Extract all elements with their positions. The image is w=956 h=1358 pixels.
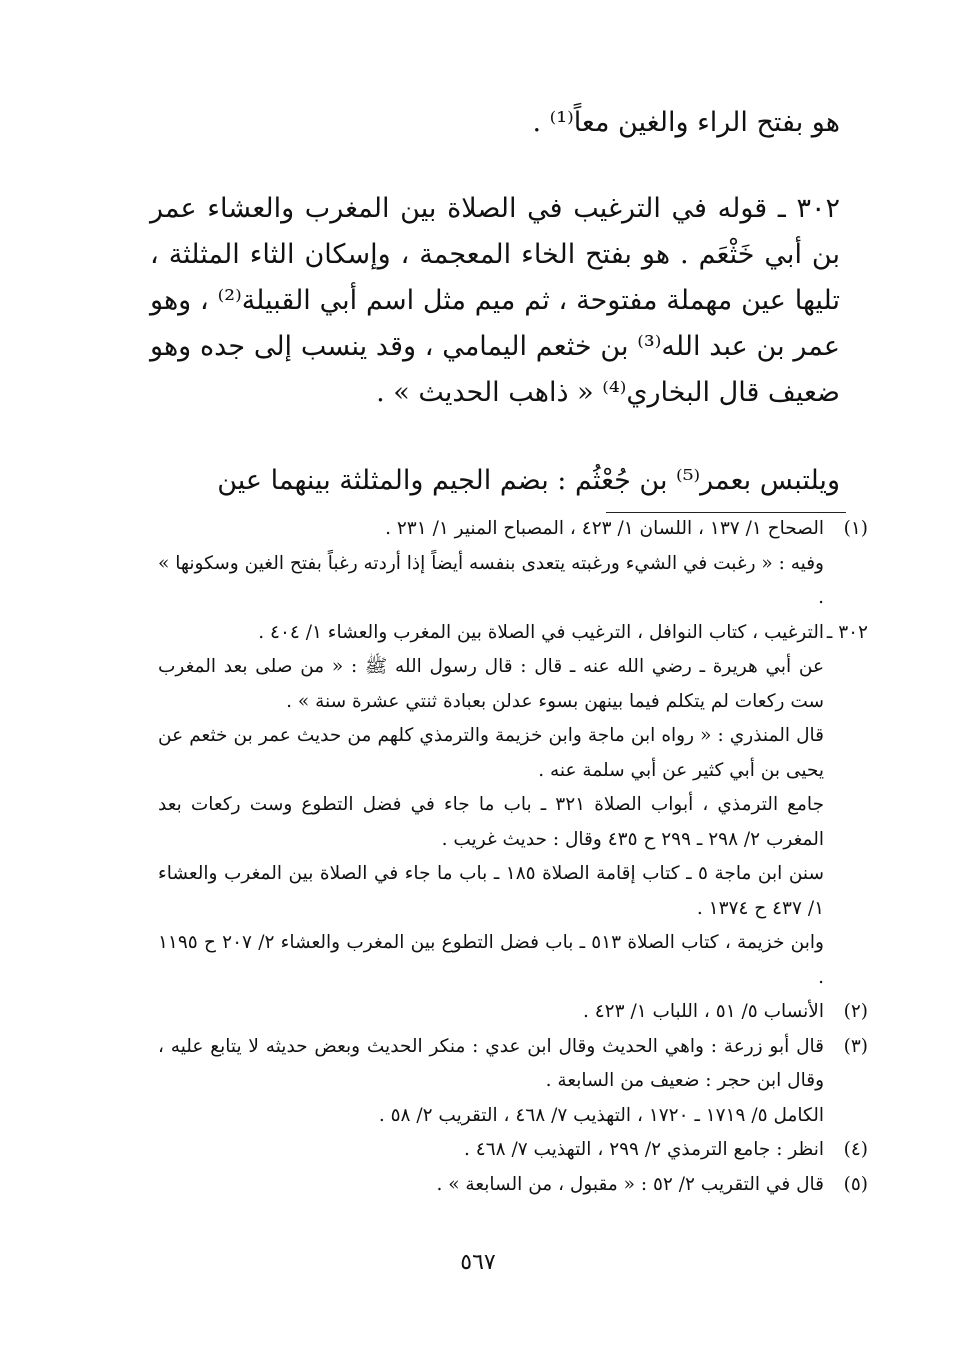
footnote-number: (٣) bbox=[843, 1035, 868, 1057]
footnotes bbox=[158, 512, 868, 1202]
footnote-line: وفيه : « رغبت في الشيء ورغبته يتعدى بنفسه أيضاً إذا أردته رغباً بفتح الغين وسكونها » . bbox=[158, 552, 824, 608]
footnote-number: (٢) bbox=[843, 1001, 868, 1022]
footnote-line: عن أبي هريرة ـ رضي الله عنه ـ قال : قال رسول الله ﷺ : « من صلى بعد المغرب ست ركعات لم يتكلم فيما بينهن بسوء عدلن بعبادة ثنتي عشرة سنة » . bbox=[158, 656, 824, 712]
footnote-number: (٤) bbox=[843, 1139, 868, 1160]
footnote-body bbox=[158, 1133, 824, 1168]
footnote-number: (٥) bbox=[843, 1173, 868, 1195]
footnote-2 bbox=[158, 995, 868, 1030]
footnote-line: قال في التقريب ٢/ ٥٢ : « مقبول ، من السابعة » . bbox=[436, 1173, 824, 1195]
footnote-line: الكامل ٥/ ١٧١٩ ـ ١٧٢٠ ، التهذيب ٧/ ٤٦٨ ، التقريب ٢/ ٥٨ . bbox=[378, 1104, 824, 1126]
footnote-line: وابن خزيمة ، كتاب الصلاة ٥١٣ ـ باب فضل التطوع بين المغرب والعشاء ٢/ ٢٠٧ ح ١١٩٥ . bbox=[158, 932, 824, 988]
footnote-line: انظر : جامع الترمذي ٢/ ٢٩٩ ، التهذيب ٧/ ٤٦٨ . bbox=[464, 1139, 824, 1160]
footnote-3 bbox=[158, 1030, 868, 1134]
footnote-line: جامع الترمذي ، أبواب الصلاة ٣٢١ ـ باب ما جاء في فضل التطوع وست ركعات بعد المغرب ٢/ ٢٩٨ ـ ٢٩٩ ح ٤٣٥ وقال : حديث غريب . bbox=[158, 794, 825, 850]
footnote-body bbox=[158, 616, 824, 996]
footnote-line: قال المنذري : « رواه ابن ماجة وابن خزيمة والترمذي كلهم من حديث عمر بن خثعم عن يحيى بن أبي كثير عن أبي سلمة عنه . bbox=[158, 725, 824, 781]
footnote-number: (١) bbox=[843, 518, 868, 539]
footnote-body bbox=[158, 1168, 824, 1203]
footnote-body bbox=[158, 995, 824, 1030]
entry-302-continuation: ويلتبس بعمر⁽⁵⁾ بن جُعْثُم : بضم الجيم والمثلثة بينهما عين bbox=[217, 465, 840, 496]
footnote-number: ٣٠٢ ـ bbox=[826, 621, 868, 643]
footnote-line: الصحاح ١/ ١٣٧ ، اللسان ١/ ٤٢٣ ، المصباح المنير ١/ ٢٣١ . bbox=[385, 518, 824, 539]
entry-302-paragraph: ٣٠٢ ـ قوله في الترغيب في الصلاة بين المغرب والعشاء عمر بن أبي خَثْعَم . هو بفتح الخاء المعجمة ، وإسكان الثاء المثلثة ، تليها عين مهملة مفتوحة ، ثم ميم مثل اسم أبي القبيلة⁽²⁾ ، وهو عمر بن عبد الله⁽³⁾ بن خثعم اليمامي ، وقد ينسب إلى جده وهو ضعيف قال البخاري⁽⁴⁾ « ذاهب الحديث » . bbox=[150, 193, 840, 408]
footnote-1 bbox=[158, 512, 868, 616]
footnote-line: الأنساب ٥/ ٥١ ، اللباب ١/ ٤٢٣ . bbox=[582, 1001, 824, 1022]
footnote-line: سنن ابن ماجة ٥ ـ كتاب إقامة الصلاة ١٨٥ ـ باب ما جاء في الصلاة بين المغرب والعشاء ١/ ٤٣٧ ح ١٣٧٤ . bbox=[158, 863, 824, 919]
footnote-302 bbox=[158, 616, 868, 996]
page-number: ٥٦٧ bbox=[460, 1250, 496, 1275]
footnote-5 bbox=[158, 1168, 868, 1203]
footnote-line: قال أبو زرعة : واهي الحديث وقال ابن عدي : منكر الحديث وبعض حديثه لا يتابع عليه ، وقال ابن حجر : ضعيف من السابعة . bbox=[158, 1035, 824, 1091]
top-line-text: هو بفتح الراء والغين معاً⁽¹⁾ . bbox=[532, 107, 840, 138]
footnote-body bbox=[158, 512, 824, 616]
footnote-line: الترغيب ، كتاب النوافل ، الترغيب في الصلاة بين المغرب والعشاء ١/ ٤٠٤ . bbox=[258, 621, 824, 643]
footnote-body bbox=[158, 1030, 824, 1134]
footnote-4 bbox=[158, 1133, 868, 1168]
